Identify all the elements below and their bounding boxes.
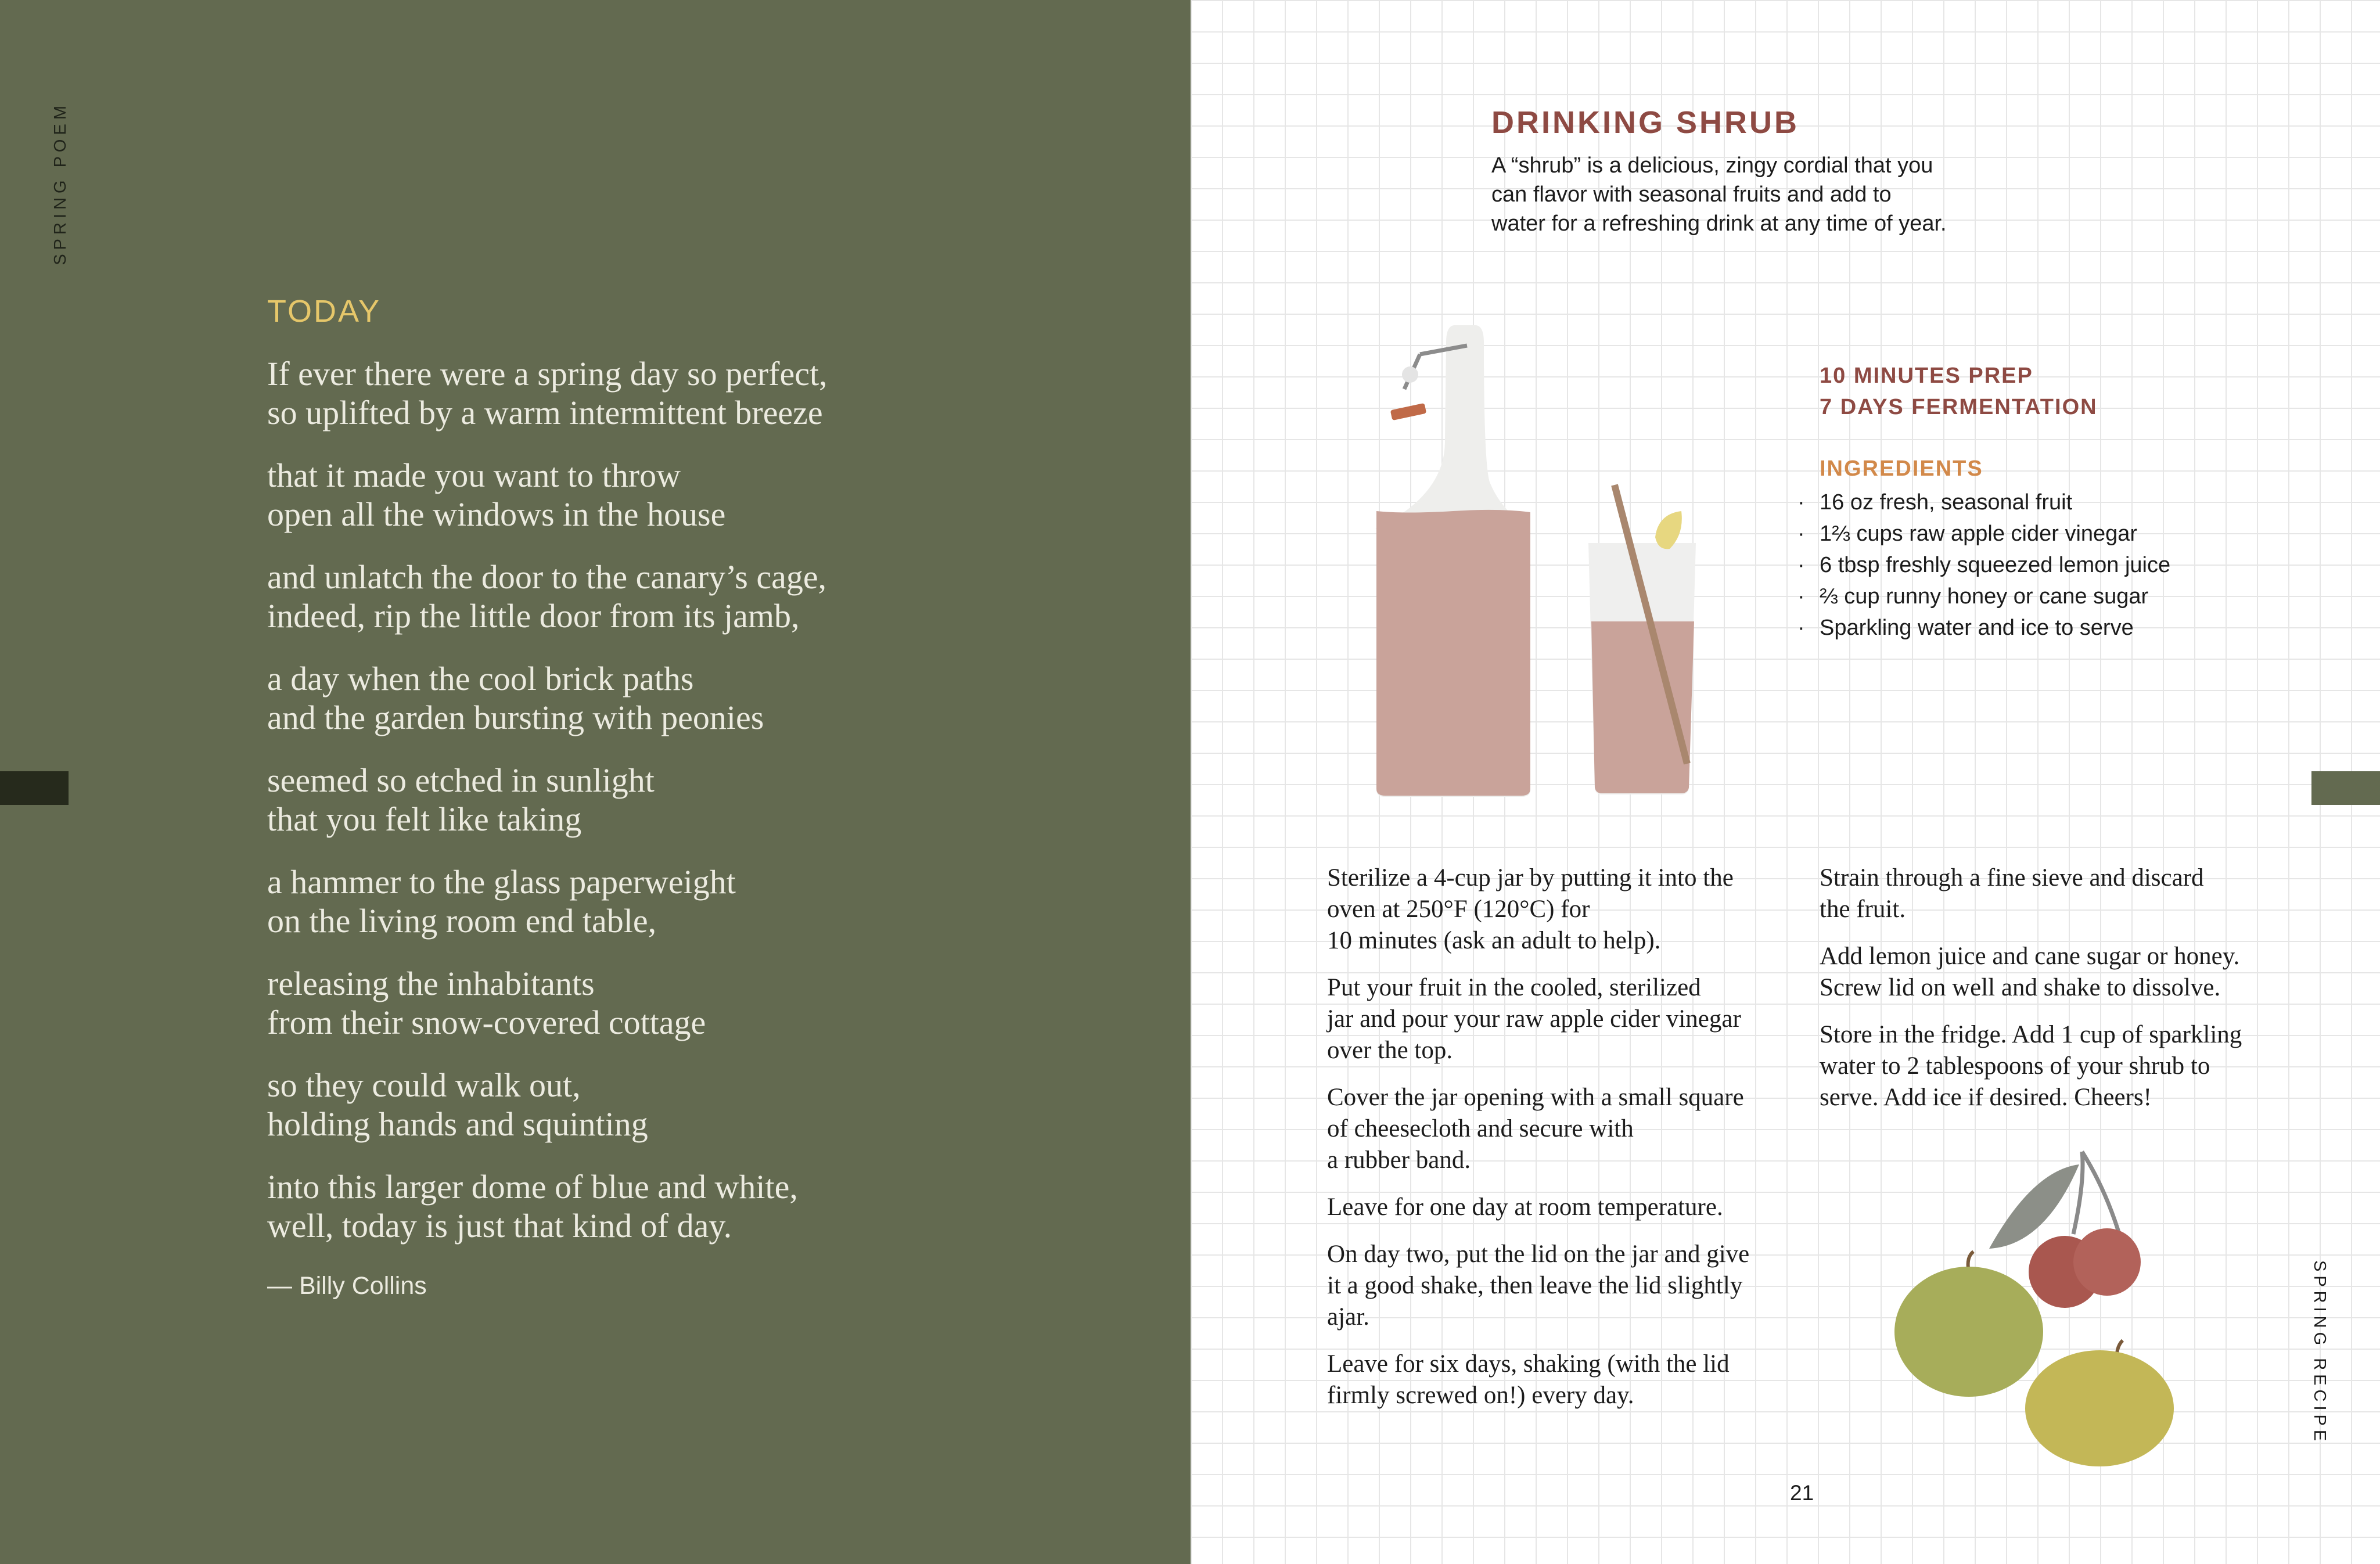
step-line: jar and pour your raw apple cider vinegar xyxy=(1327,1005,1741,1033)
poem-line: from their snow-covered cottage xyxy=(267,1004,706,1041)
poem-line: If ever there were a spring day so perfect, xyxy=(267,355,828,393)
method-step xyxy=(1327,1239,1792,1333)
poem-line: and unlatch the door to the canary’s cage, xyxy=(267,558,827,596)
poem-line: that it made you want to throw xyxy=(267,456,681,494)
poem-line: seemed so etched in sunlight xyxy=(267,761,655,799)
step-line: serve. Add ice if desired. Cheers! xyxy=(1820,1084,2152,1111)
poem-stanza xyxy=(267,558,1138,635)
step-line: oven at 250°F (120°C) for xyxy=(1327,896,1590,923)
step-line: ajar. xyxy=(1327,1303,1369,1331)
step-line: Add lemon juice and cane sugar or honey. xyxy=(1820,943,2240,970)
step-line: Cover the jar opening with a small square xyxy=(1327,1084,1744,1111)
ingredient-text: 16 oz fresh, seasonal fruit xyxy=(1820,490,2073,515)
poem-line: into this larger dome of blue and white, xyxy=(267,1168,798,1206)
poem-line: that you felt like taking xyxy=(267,800,582,838)
method-step xyxy=(1820,941,2284,1004)
step-line: Sterilize a 4-cup jar by putting it into the xyxy=(1327,864,1734,891)
poem-stanza xyxy=(267,964,1138,1042)
poem-line: on the living room end table, xyxy=(267,902,657,940)
poem-stanza xyxy=(267,354,1138,432)
yellow-apple-right xyxy=(2025,1340,2174,1466)
poem-line: well, today is just that kind of day. xyxy=(267,1207,732,1245)
section-tab-marker xyxy=(0,771,69,805)
step-line: over the top. xyxy=(1327,1037,1453,1064)
step-line: Screw lid on well and shake to dissolve. xyxy=(1820,974,2221,1001)
step-line: Put your fruit in the cooled, sterilized xyxy=(1327,974,1701,1001)
swing-top-bottle xyxy=(1375,325,1530,797)
step-line: On day two, put the lid on the jar and give xyxy=(1327,1241,1750,1268)
method-step xyxy=(1327,1192,1792,1223)
method-step xyxy=(1327,862,1792,957)
step-line: Strain through a fine sieve and discard xyxy=(1820,864,2204,891)
drinking-glass xyxy=(1588,485,1696,794)
poem-stanza xyxy=(267,659,1138,737)
bullet-icon: · xyxy=(1797,584,1805,609)
bullet-icon: · xyxy=(1797,522,1805,546)
ingredient-text: ⅔ cup runny honey or cane sugar xyxy=(1820,584,2149,609)
bullet-icon: · xyxy=(1797,616,1805,640)
step-line: Leave for six days, shaking (with the lid xyxy=(1327,1350,1730,1378)
method-step xyxy=(1820,862,2284,925)
method-step xyxy=(1327,1082,1792,1176)
method-step xyxy=(1327,972,1792,1066)
poem-line: so they could walk out, xyxy=(267,1066,581,1104)
step-line: 10 minutes (ask an adult to help). xyxy=(1327,927,1661,954)
bullet-icon: · xyxy=(1797,553,1805,577)
bullet-icon: · xyxy=(1797,490,1805,515)
step-line: firmly screwed on!) every day. xyxy=(1327,1382,1634,1409)
intro-line: A “shrub” is a delicious, zingy cordial that you xyxy=(1491,153,1933,178)
green-apple-left xyxy=(1894,1252,2043,1397)
step-line: it a good shake, then leave the lid slightly xyxy=(1327,1272,1743,1299)
poem-line: so uplifted by a warm intermittent breeze xyxy=(267,394,823,432)
poem-stanza xyxy=(267,761,1138,839)
recipe-title: DRINKING SHRUB xyxy=(1491,105,1800,140)
poem-stanza xyxy=(267,1066,1138,1144)
poem-line: a day when the cool brick paths xyxy=(267,660,694,697)
bottle-and-glass-illustration xyxy=(1359,319,1719,801)
poem-line: indeed, rip the little door from its jamb, xyxy=(267,597,800,635)
intro-line: can flavor with seasonal fruits and add to xyxy=(1491,182,1892,207)
list-item xyxy=(1797,581,2170,612)
step-line: Leave for one day at room temperature. xyxy=(1327,1193,1723,1221)
recipe-timing xyxy=(1820,360,2098,423)
page-number: 21 xyxy=(1790,1481,1814,1505)
poem-body xyxy=(267,354,1138,1269)
side-label-spring-recipe: SPRING RECIPE xyxy=(2310,1260,2329,1446)
intro-line: water for a refreshing drink at any time of year. xyxy=(1491,211,1947,236)
section-tab-marker xyxy=(2311,771,2380,805)
poem-stanza xyxy=(267,862,1138,940)
prep-time: 10 MINUTES PREP xyxy=(1820,364,2033,388)
ingredient-text: 6 tbsp freshly squeezed lemon juice xyxy=(1820,553,2171,577)
fruit-illustration xyxy=(1888,1147,2190,1472)
step-line: Store in the fridge. Add 1 cup of sparkling xyxy=(1820,1021,2242,1048)
side-label-spring-poem: SPRING POEM xyxy=(51,102,70,265)
ingredient-text: 1⅔ cups raw apple cider vinegar xyxy=(1820,522,2138,546)
poem-line: a hammer to the glass paperweight xyxy=(267,863,736,901)
step-line: a rubber band. xyxy=(1327,1146,1471,1174)
method-steps-column-1 xyxy=(1327,862,1792,1427)
list-item xyxy=(1797,612,2170,643)
ingredient-text: Sparkling water and ice to serve xyxy=(1820,616,2134,640)
poem-title: TODAY xyxy=(267,294,382,329)
poem-line: holding hands and squinting xyxy=(267,1105,648,1143)
poem-line: releasing the inhabitants xyxy=(267,965,595,1002)
ingredients-list xyxy=(1797,487,2170,643)
method-steps-column-2 xyxy=(1820,862,2284,1129)
step-line: water to 2 tablespoons of your shrub to xyxy=(1820,1052,2210,1080)
list-item xyxy=(1797,518,2170,549)
list-item xyxy=(1797,487,2170,518)
fermentation-time: 7 DAYS FERMENTATION xyxy=(1820,395,2098,419)
method-step xyxy=(1327,1349,1792,1411)
poem-line: open all the windows in the house xyxy=(267,495,726,533)
step-line: of cheesecloth and secure with xyxy=(1327,1115,1634,1142)
poem-author: — Billy Collins xyxy=(267,1272,427,1300)
recipe-intro xyxy=(1491,151,2049,238)
method-step xyxy=(1820,1019,2284,1113)
step-line: the fruit. xyxy=(1820,896,1906,923)
ingredients-heading: INGREDIENTS xyxy=(1820,456,1983,481)
poem-stanza xyxy=(267,1167,1138,1245)
poem-stanza xyxy=(267,456,1138,534)
poem-line: and the garden bursting with peonies xyxy=(267,699,764,736)
list-item xyxy=(1797,549,2170,581)
